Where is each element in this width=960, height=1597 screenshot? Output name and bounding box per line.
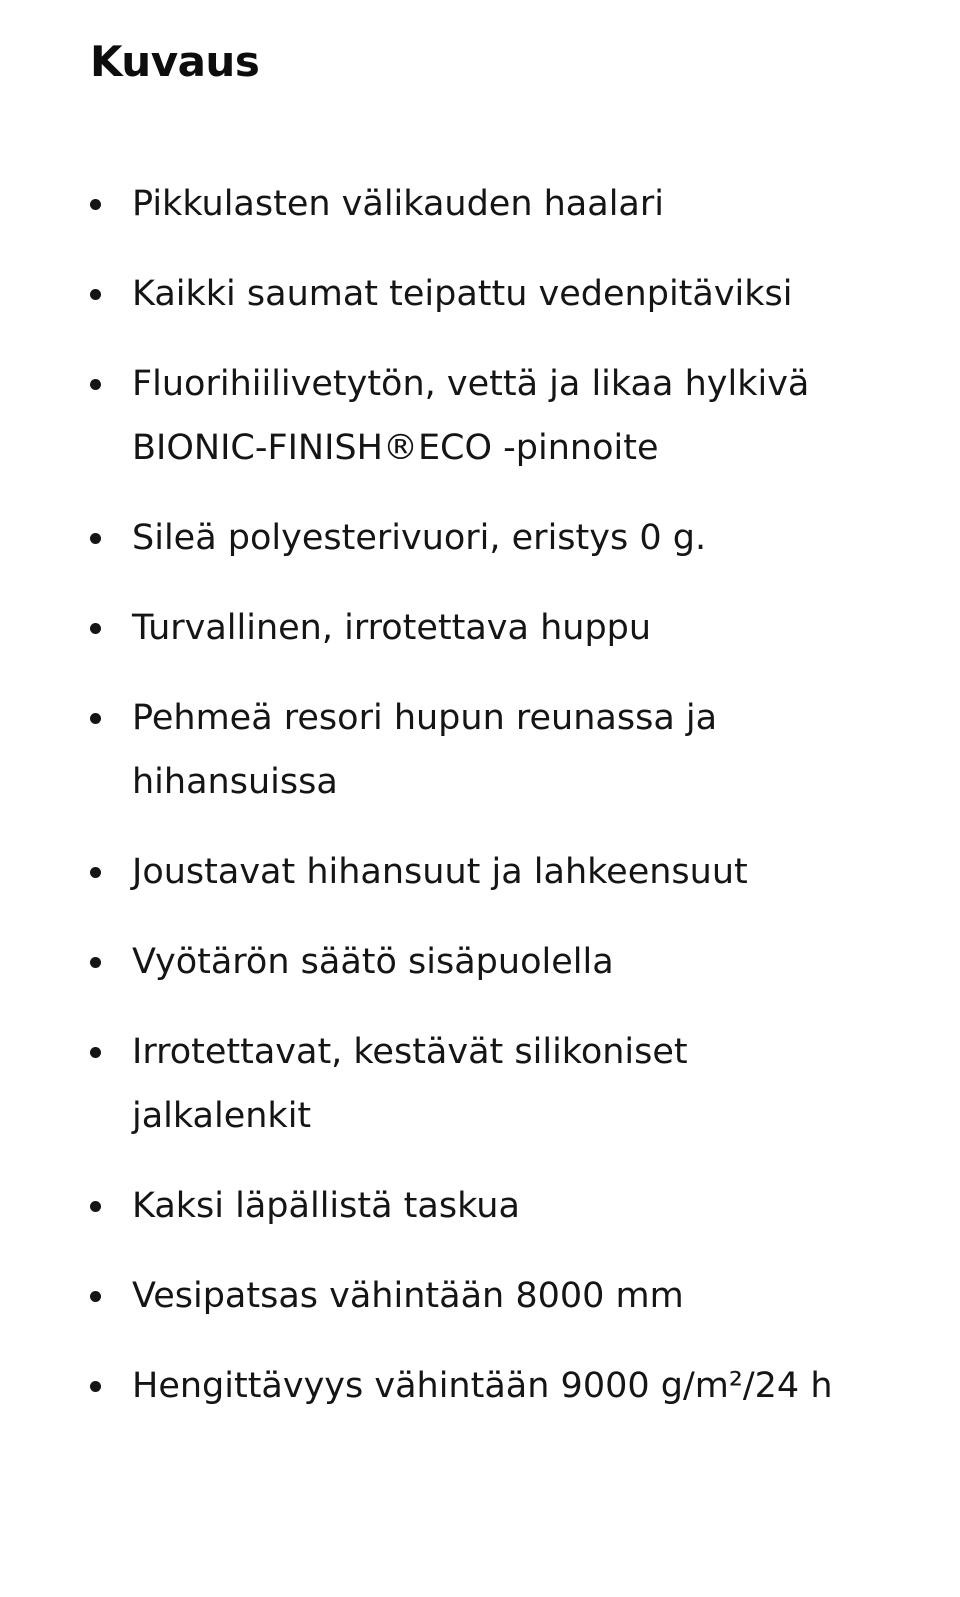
feature-text: Hengittävyys vähintään 9000 g/m²/24 h xyxy=(132,1366,833,1406)
feature-item xyxy=(90,596,860,660)
feature-item xyxy=(90,1264,860,1328)
bullet-icon xyxy=(90,1201,101,1212)
feature-text: Joustavat hihansuut ja lahkeensuut xyxy=(132,852,748,892)
bullet-icon xyxy=(90,1291,101,1302)
feature-text: Fluorihiilivetytön, vettä ja likaa hylkivä BIONIC-FINISH®ECO -pinnoite xyxy=(132,364,810,468)
feature-text: Pikkulasten välikauden haalari xyxy=(132,184,664,224)
bullet-icon xyxy=(90,379,101,390)
bullet-icon xyxy=(90,957,101,968)
feature-item xyxy=(90,352,860,480)
feature-item xyxy=(90,686,860,814)
bullet-icon xyxy=(90,199,101,210)
feature-text: Sileä polyesterivuori, eristys 0 g. xyxy=(132,518,707,558)
feature-item xyxy=(90,1174,860,1238)
feature-text: Kaikki saumat teipattu vedenpitäviksi xyxy=(132,274,793,314)
feature-text: Vyötärön säätö sisäpuolella xyxy=(132,942,614,982)
feature-item xyxy=(90,1020,860,1148)
feature-item xyxy=(90,506,860,570)
bullet-icon xyxy=(90,867,101,878)
feature-list xyxy=(90,172,860,1444)
feature-item xyxy=(90,840,860,904)
feature-text: Turvallinen, irrotettava huppu xyxy=(132,608,652,648)
feature-item xyxy=(90,930,860,994)
bullet-icon xyxy=(90,289,101,300)
feature-item xyxy=(90,262,860,326)
feature-text: Kaksi läpällistä taskua xyxy=(132,1186,520,1226)
feature-item xyxy=(90,172,860,236)
bullet-icon xyxy=(90,1381,101,1392)
bullet-icon xyxy=(90,533,101,544)
bullet-icon xyxy=(90,713,101,724)
feature-text: Irrotettavat, kestävät silikoniset jalkalenkit xyxy=(132,1032,688,1136)
bullet-icon xyxy=(90,623,101,634)
feature-text: Vesipatsas vähintään 8000 mm xyxy=(132,1276,684,1316)
feature-text: Pehmeä resori hupun reunassa ja hihansuissa xyxy=(132,698,718,802)
section-title: Kuvaus xyxy=(90,37,260,86)
feature-item xyxy=(90,1354,860,1418)
bullet-icon xyxy=(90,1047,101,1058)
